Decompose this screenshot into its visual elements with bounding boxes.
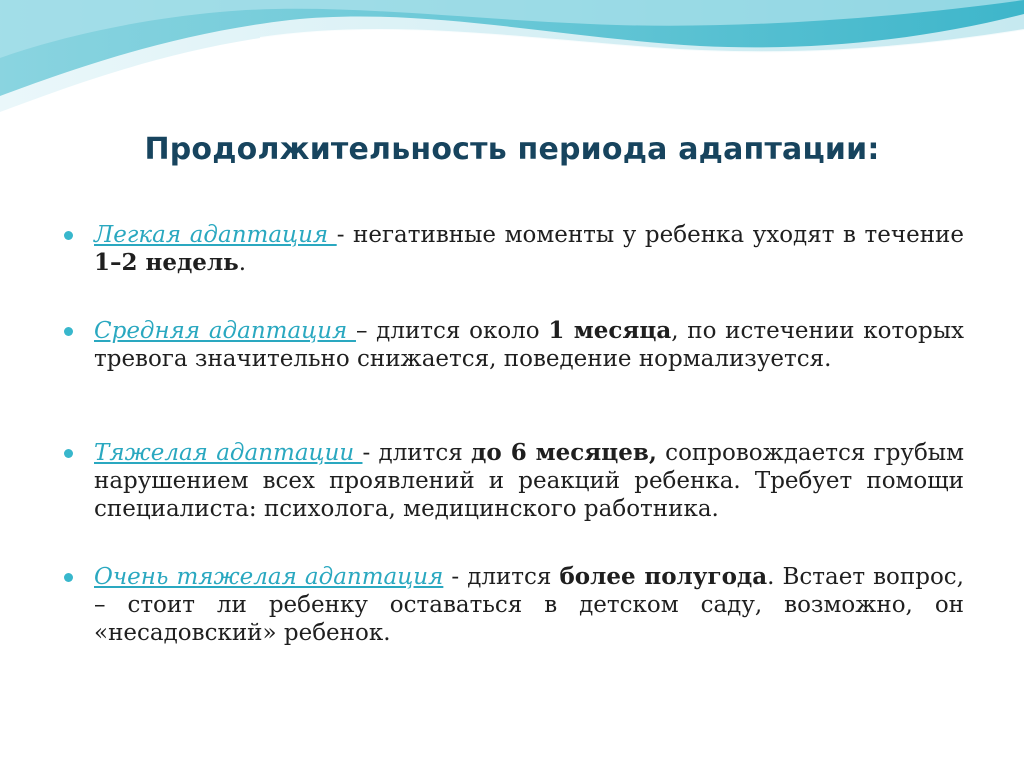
item-text-end: .	[238, 250, 247, 276]
term-severe-adaptation: Тяжелая адаптации	[94, 440, 363, 466]
page-title: Продолжительность периода адаптации:	[144, 132, 880, 167]
item-text: - длится	[443, 564, 560, 590]
list-item	[94, 563, 964, 647]
bullet-icon	[64, 449, 73, 458]
item-emphasis: 1 месяца	[548, 317, 672, 344]
item-text-end: , по истечении которых тревога значительно снижается, поведение нормализуется.	[94, 318, 965, 372]
item-text-end: . Встает вопрос, – стоит ли ребенку оставаться в детском саду, возможно, он «несадовский» ребенок.	[94, 564, 964, 646]
term-medium-adaptation: Средняя адаптация	[94, 318, 356, 344]
term-very-severe-adaptation: Очень тяжелая адаптация	[94, 564, 444, 590]
bullet-icon	[64, 231, 73, 240]
item-emphasis: до 6 месяцев,	[471, 439, 657, 466]
list-item	[94, 439, 964, 523]
bullet-icon	[64, 573, 73, 582]
term-light-adaptation: Легкая адаптация	[94, 222, 337, 248]
header-wave-decoration	[0, 0, 1024, 130]
item-emphasis: более полугода	[559, 563, 768, 590]
item-emphasis: 1–2 недель	[94, 249, 239, 276]
bullet-icon	[64, 327, 73, 336]
item-text: – длится около	[355, 318, 549, 344]
item-text: - длится	[362, 440, 472, 466]
list-item	[94, 221, 964, 277]
list-item	[94, 317, 964, 373]
item-text-end: сопровождается грубым нарушением всех проявлений и реакций ребенка. Требует помощи специалиста: психолога, медицинского работника.	[94, 440, 964, 522]
item-text: - негативные моменты у ребенка уходят в течение	[336, 222, 964, 248]
